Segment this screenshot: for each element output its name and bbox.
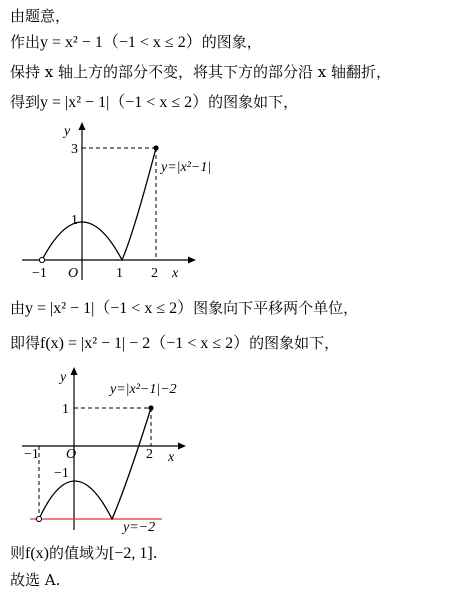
curve-label: y=|x²−1| (161, 160, 212, 175)
formula: y = |x² − 1|（−1 < x ≤ 2） (25, 300, 194, 317)
x-axis-arrow (178, 443, 186, 450)
line-label: y=−2 (123, 520, 156, 535)
origin-label: O (68, 266, 79, 281)
closed-endpoint (148, 405, 153, 410)
open-endpoint (39, 257, 44, 262)
line-abs-graph (10, 92, 298, 113)
ytick-3: 3 (71, 142, 78, 157)
text: 保持 x 轴上方的部分不变，将其下方的部分沿 x 轴翻折， (10, 63, 391, 81)
y-axis-arrow (79, 122, 86, 130)
tick-2: 2 (146, 447, 153, 462)
text: 由 (10, 299, 26, 317)
range-value: [−2, 1] (109, 545, 153, 562)
graph-shifted (18, 365, 218, 537)
y-axis-arrow (71, 367, 78, 375)
graph-abs-parabola (18, 120, 218, 285)
text: 则 (10, 544, 26, 562)
origin-label: O (66, 447, 77, 462)
ytick-1: 1 (62, 402, 69, 417)
line-answer (10, 570, 60, 590)
curve-shifted (39, 408, 151, 519)
ytick-1: 1 (71, 213, 78, 228)
line-result-function (10, 333, 339, 354)
text: 作出 (10, 33, 41, 51)
tick-1: 1 (116, 266, 123, 281)
x-axis-arrow (188, 257, 196, 264)
formula: y = |x² − 1|（−1 < x ≤ 2） (40, 94, 209, 111)
formula: f(x) (25, 545, 49, 562)
formula: f(x) = |x² − 1| − 2（−1 < x ≤ 2） (40, 335, 250, 352)
text: 即得 (10, 334, 41, 352)
text: 的值域为 (49, 544, 110, 562)
text: 的图象如下， (208, 93, 299, 111)
formula: y = x² − 1（−1 < x ≤ 2） (40, 34, 202, 51)
text: 故选 A. (10, 571, 61, 589)
text: 的图象如下， (249, 334, 340, 352)
line-plot-parabola (10, 32, 262, 53)
text: . (152, 544, 158, 562)
tick-neg1: −1 (32, 266, 47, 281)
tick-neg1: −1 (24, 447, 39, 462)
y-axis-label: y (60, 370, 67, 385)
line-reflect-instruction (10, 62, 391, 82)
curve-abs-x2-1 (42, 148, 156, 260)
line-intro (10, 6, 70, 26)
text: 的图象， (201, 33, 262, 51)
y-axis-label: y (64, 124, 71, 139)
x-axis-label: x (172, 266, 179, 281)
text: 得到 (10, 93, 41, 111)
line-shift-down (10, 298, 358, 319)
ytick-neg1: −1 (54, 466, 69, 481)
x-axis-label: x (168, 450, 175, 465)
text: 图象向下平移两个单位， (193, 299, 359, 317)
tick-2: 2 (151, 266, 158, 281)
open-endpoint (36, 516, 41, 521)
curve-label: y=|x²−1|−2 (110, 382, 177, 397)
line-range (10, 543, 157, 564)
text: 由题意， (10, 7, 71, 25)
closed-endpoint (153, 145, 158, 150)
